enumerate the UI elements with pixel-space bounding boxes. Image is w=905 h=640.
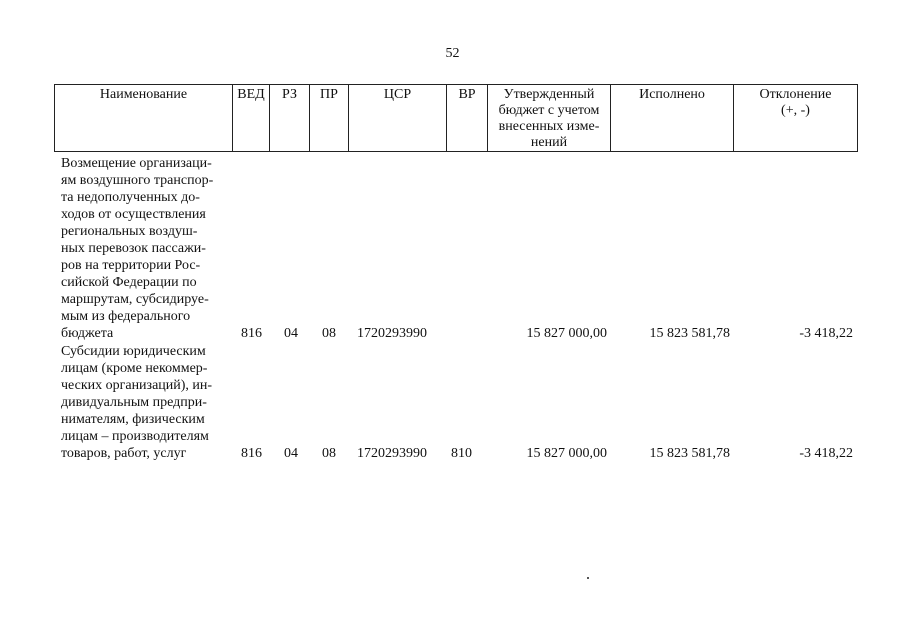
cell-budget: 15 827 000,00 <box>526 446 607 461</box>
cell-pr: 08 <box>322 326 336 341</box>
cell-pr: 08 <box>322 446 336 461</box>
column-header-budget: Утвержденный бюджет с учетом внесенных изме- нений <box>488 85 611 151</box>
column-header-deviation: Отклонение (+, -) <box>759 87 832 118</box>
cell-budget: 15 827 000,00 <box>526 326 607 341</box>
row-name: Субсидии юридическим лицам (кроме некоммер- ческих организаций), ин- дивидуальным предпри- нимателям, физическим лицам – производителям товаров, работ, услуг <box>61 344 213 461</box>
cell-rz: 04 <box>284 446 298 461</box>
column-header-executed: Исполнено <box>611 85 734 151</box>
cell-csr: 1720293990 <box>357 326 427 341</box>
cell-rz: 04 <box>284 326 298 341</box>
cell-csr: 1720293990 <box>357 446 427 461</box>
column-header-vr: ВР <box>447 85 488 151</box>
cell-executed: 15 823 581,78 <box>649 326 730 341</box>
cell-vr: 810 <box>451 446 472 461</box>
cell-ved: 816 <box>241 446 262 461</box>
cell-deviation: -3 418,22 <box>799 326 853 341</box>
scan-speck <box>587 577 589 579</box>
column-header-csr: ЦСР <box>349 85 447 151</box>
page-number: 52 <box>445 46 460 61</box>
row-name: Возмещение организаци- ям воздушного транспор- та недополученных до- ходов от осуществления региональных воздуш- ных перевозок пассажи- ров на территории Рос- сийской Федерации по маршрутам, субсидируе- мым из федерального бюджета <box>61 156 214 341</box>
cell-executed: 15 823 581,78 <box>649 446 730 461</box>
cell-deviation: -3 418,22 <box>799 446 853 461</box>
table-header <box>54 84 858 152</box>
column-header-ved: ВЕД <box>233 85 270 151</box>
cell-ved: 816 <box>241 326 262 341</box>
column-header-name: Наименование <box>55 85 233 151</box>
column-header-pr: ПР <box>310 85 349 151</box>
column-header-rz: РЗ <box>270 85 310 151</box>
